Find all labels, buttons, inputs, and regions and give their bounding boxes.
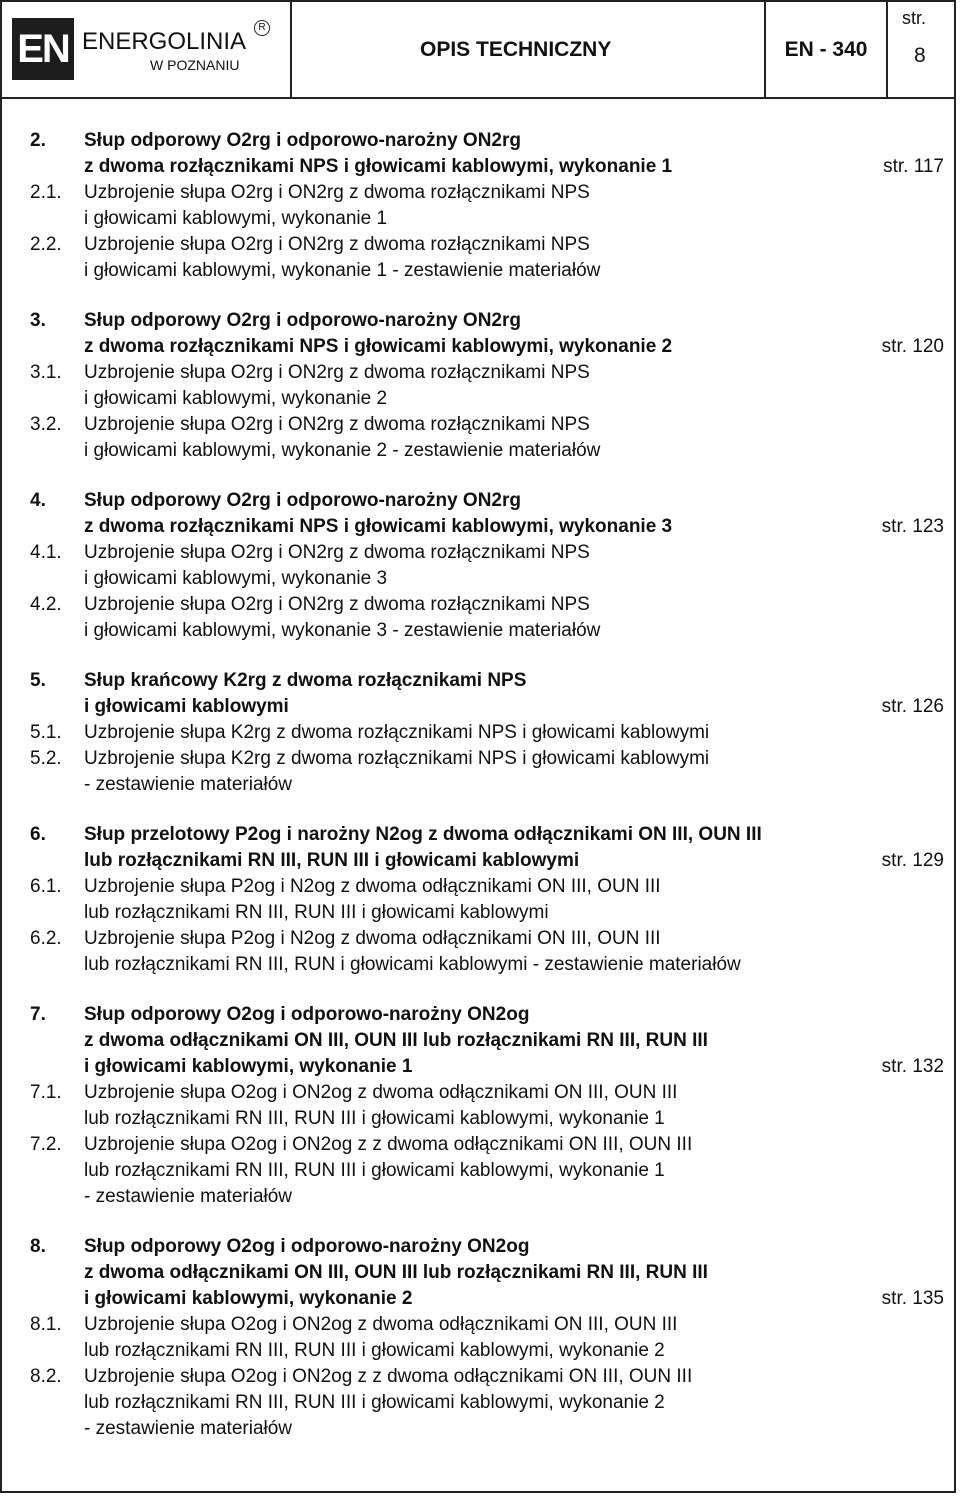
section-title: z dwoma odłącznikami ON III, OUN III lub rozłącznikami RN III, RUN III: [84, 1262, 708, 1283]
subsection-number: 7.1.: [30, 1082, 62, 1103]
subsection-text: i głowicami kablowymi, wykonanie 3 - zestawienie materiałów: [84, 620, 601, 641]
subsection-number: 5.2.: [30, 748, 62, 769]
subsection-text: lub rozłącznikami RN III, RUN III i głowicami kablowymi, wykonanie 1: [84, 1108, 665, 1129]
section-number: 8.: [30, 1236, 46, 1257]
subsection-text: Uzbrojenie słupa K2rg z dwoma rozłącznikami NPS i głowicami kablowymi: [84, 748, 710, 769]
subsection-text: i głowicami kablowymi, wykonanie 1 - zestawienie materiałów: [84, 260, 601, 281]
subsection-number: 3.2.: [30, 414, 62, 435]
subsection-text: Uzbrojenie słupa O2og i ON2og z z dwoma odłącznikami ON III, OUN III: [84, 1366, 693, 1387]
section-title: Słup odporowy O2rg i odporowo-narożny ON2rg: [84, 490, 521, 511]
section-title: Słup krańcowy K2rg z dwoma rozłącznikami NPS: [84, 670, 527, 691]
document-code: EN - 340: [766, 2, 888, 97]
subsection-text: Uzbrojenie słupa O2og i ON2og z dwoma odłącznikami ON III, OUN III: [84, 1314, 678, 1335]
section-title: i głowicami kablowymi, wykonanie 1: [84, 1056, 413, 1077]
company-city: W POZNANIU: [150, 57, 240, 73]
subsection-text: Uzbrojenie słupa O2og i ON2og z z dwoma odłącznikami ON III, OUN III: [84, 1134, 693, 1155]
section-number: 7.: [30, 1004, 46, 1025]
subsection-number: 7.2.: [30, 1134, 62, 1155]
subsection-number: 2.2.: [30, 234, 62, 255]
document-title: OPIS TECHNICZNY: [420, 37, 612, 61]
title-area: [292, 2, 766, 97]
section-title: z dwoma rozłącznikami NPS i głowicami kablowymi, wykonanie 1: [84, 156, 673, 177]
subsection-number: 8.1.: [30, 1314, 62, 1335]
company-logo: EN: [12, 18, 74, 80]
section-title: lub rozłącznikami RN III, RUN III i głowicami kablowymi: [84, 850, 580, 871]
subsection-number: 4.2.: [30, 594, 62, 615]
subsection-text: lub rozłącznikami RN III, RUN i głowicami kablowymi - zestawienie materiałów: [84, 954, 741, 975]
subsection-text: i głowicami kablowymi, wykonanie 1: [84, 208, 388, 229]
subsection-text: Uzbrojenie słupa P2og i N2og z dwoma odłącznikami ON III, OUN III: [84, 928, 661, 949]
section-title: Słup odporowy O2og i odporowo-narożny ON2og: [84, 1236, 530, 1257]
section-number: 4.: [30, 490, 46, 511]
subsection-number: 6.1.: [30, 876, 62, 897]
subsection-text: - zestawienie materiałów: [84, 1418, 293, 1439]
subsection-text: Uzbrojenie słupa O2rg i ON2rg z dwoma rozłącznikami NPS: [84, 362, 590, 383]
subsection-number: 5.1.: [30, 722, 62, 743]
page-number-area: [888, 2, 954, 97]
section-title: Słup odporowy O2rg i odporowo-narożny ON2rg: [84, 130, 521, 151]
subsection-number: 3.1.: [30, 362, 62, 383]
subsection-text: lub rozłącznikami RN III, RUN III i głowicami kablowymi, wykonanie 1: [84, 1160, 665, 1181]
section-page-ref: str. 120: [881, 336, 944, 357]
page-number: 8: [914, 44, 926, 67]
section-title: z dwoma odłącznikami ON III, OUN III lub rozłącznikami RN III, RUN III: [84, 1030, 708, 1051]
subsection-number: 6.2.: [30, 928, 62, 949]
subsection-text: Uzbrojenie słupa O2rg i ON2rg z dwoma rozłącznikami NPS: [84, 182, 590, 203]
section-title: Słup odporowy O2og i odporowo-narożny ON2og: [84, 1004, 530, 1025]
subsection-text: Uzbrojenie słupa O2rg i ON2rg z dwoma rozłącznikami NPS: [84, 542, 590, 563]
section-page-ref: str. 126: [881, 696, 944, 717]
section-page-ref: str. 132: [881, 1056, 944, 1077]
subsection-text: Uzbrojenie słupa O2rg i ON2rg z dwoma rozłącznikami NPS: [84, 234, 590, 255]
section-title: z dwoma rozłącznikami NPS i głowicami kablowymi, wykonanie 3: [84, 516, 673, 537]
subsection-text: Uzbrojenie słupa O2rg i ON2rg z dwoma rozłącznikami NPS: [84, 414, 590, 435]
subsection-number: 4.1.: [30, 542, 62, 563]
section-page-ref: str. 129: [881, 850, 944, 871]
subsection-text: lub rozłącznikami RN III, RUN III i głowicami kablowymi, wykonanie 2: [84, 1392, 665, 1413]
logo-area: [2, 2, 292, 97]
subsection-text: Uzbrojenie słupa O2rg i ON2rg z dwoma rozłącznikami NPS: [84, 594, 590, 615]
section-title: i głowicami kablowymi: [84, 696, 289, 717]
section-number: 5.: [30, 670, 46, 691]
section-title: z dwoma rozłącznikami NPS i głowicami kablowymi, wykonanie 2: [84, 336, 673, 357]
subsection-text: i głowicami kablowymi, wykonanie 2: [84, 388, 388, 409]
section-page-ref: str. 123: [881, 516, 944, 537]
subsection-text: i głowicami kablowymi, wykonanie 3: [84, 568, 388, 589]
company-name: ENERGOLINIA: [82, 28, 247, 55]
page-label: str.: [902, 8, 927, 28]
section-page-ref: str. 117: [883, 156, 944, 177]
subsection-text: Uzbrojenie słupa K2rg z dwoma rozłącznikami NPS i głowicami kablowymi: [84, 722, 710, 743]
section-title: Słup przelotowy P2og i narożny N2og z dwoma odłącznikami ON III, OUN III: [84, 824, 762, 845]
registered-mark: R: [254, 20, 270, 36]
subsection-text: i głowicami kablowymi, wykonanie 2 - zestawienie materiałów: [84, 440, 601, 461]
section-title: Słup odporowy O2rg i odporowo-narożny ON2rg: [84, 310, 521, 331]
subsection-number: 8.2.: [30, 1366, 62, 1387]
section-number: 6.: [30, 824, 46, 845]
section-page-ref: str. 135: [881, 1288, 944, 1309]
subsection-text: - zestawienie materiałów: [84, 774, 293, 795]
subsection-text: lub rozłącznikami RN III, RUN III i głowicami kablowymi: [84, 902, 549, 923]
subsection-number: 2.1.: [30, 182, 62, 203]
page-header: [2, 2, 954, 99]
section-number: 2.: [30, 130, 46, 151]
subsection-text: lub rozłącznikami RN III, RUN III i głowicami kablowymi, wykonanie 2: [84, 1340, 665, 1361]
subsection-text: - zestawienie materiałów: [84, 1186, 293, 1207]
section-title: i głowicami kablowymi, wykonanie 2: [84, 1288, 413, 1309]
subsection-text: Uzbrojenie słupa P2og i N2og z dwoma odłącznikami ON III, OUN III: [84, 876, 661, 897]
section-number: 3.: [30, 310, 46, 331]
subsection-text: Uzbrojenie słupa O2og i ON2og z dwoma odłącznikami ON III, OUN III: [84, 1082, 678, 1103]
